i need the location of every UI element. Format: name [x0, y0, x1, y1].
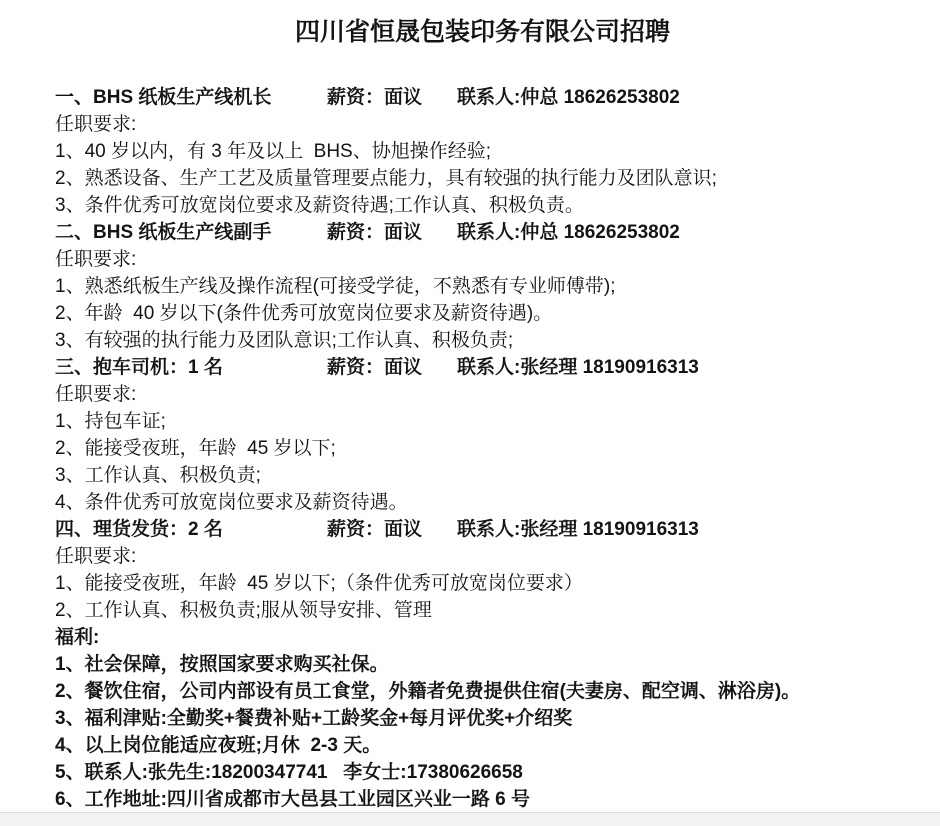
job-contact: 联系人:仲总 18626253802	[457, 222, 680, 243]
requirement-line: 2、熟悉设备、生产工艺及质量管理要点能力，具有较强的执行能力及团队意识;	[55, 168, 717, 189]
job-heading	[55, 219, 910, 246]
requirement-line: 1、40 岁以内，有 3 年及以上 BHS、协旭操作经验;	[55, 141, 492, 162]
job-salary: 薪资：面议	[327, 87, 423, 108]
requirement-line: 2、年龄 40 岁以下(条件优秀可放宽岗位要求及薪资待遇)。	[55, 303, 553, 324]
requirement-line: 3、有较强的执行能力及团队意识;工作认真、积极负责;	[55, 330, 514, 351]
job-section-1	[55, 84, 910, 219]
benefits-label: 福利:	[55, 627, 100, 648]
benefit-line: 3、福利津贴:全勤奖+餐费补贴+工龄奖金+每月评优奖+介绍奖	[55, 708, 573, 729]
document-title: 四川省恒晟包装印务有限公司招聘	[294, 18, 670, 46]
job-title: 四、理货发货：2 名	[55, 519, 223, 540]
job-contact: 联系人:张经理 18190916313	[457, 357, 699, 378]
benefit-line: 4、以上岗位能适应夜班;月休 2-3 天。	[55, 735, 382, 756]
requirement-line: 1、持包车证;	[55, 411, 166, 432]
job-contact: 联系人:仲总 18626253802	[457, 87, 680, 108]
horizontal-scrollbar-track[interactable]	[0, 812, 940, 826]
job-heading	[55, 516, 910, 543]
requirements-label: 任职要求:	[55, 546, 137, 567]
requirements-label: 任职要求:	[55, 384, 137, 405]
requirement-line: 3、工作认真、积极负责;	[55, 465, 261, 486]
job-contact: 联系人:张经理 18190916313	[457, 519, 699, 540]
job-section-4	[55, 516, 910, 624]
job-title: 一、BHS 纸板生产线机长	[55, 87, 272, 108]
job-heading	[55, 354, 910, 381]
benefit-line: 2、餐饮住宿，公司内部设有员工食堂，外籍者免费提供住宿(夫妻房、配空调、淋浴房)。	[55, 681, 801, 702]
benefit-line: 5、联系人:张先生:18200347741 李女士:17380626658	[55, 762, 523, 783]
job-section-3	[55, 354, 910, 516]
job-title: 二、BHS 纸板生产线副手	[55, 222, 272, 243]
job-salary: 薪资：面议	[327, 357, 423, 378]
benefits-section	[55, 624, 910, 813]
requirement-line: 1、熟悉纸板生产线及操作流程(可接受学徒，不熟悉有专业师傅带);	[55, 276, 616, 297]
job-title: 三、抱车司机：1 名	[55, 357, 223, 378]
job-heading	[55, 84, 910, 111]
job-salary: 薪资：面议	[327, 222, 423, 243]
benefit-line: 6、工作地址:四川省成都市大邑县工业园区兴业一路 6 号	[55, 789, 531, 810]
job-salary: 薪资：面议	[327, 519, 423, 540]
requirement-line: 1、能接受夜班，年龄 45 岁以下;（条件优秀可放宽岗位要求）	[55, 573, 583, 594]
requirements-label: 任职要求:	[55, 249, 137, 270]
job-section-2	[55, 219, 910, 354]
requirements-label: 任职要求:	[55, 114, 137, 135]
requirement-line: 4、条件优秀可放宽岗位要求及薪资待遇。	[55, 492, 408, 513]
requirement-line: 2、工作认真、积极负责;服从领导安排、管理	[55, 600, 432, 621]
requirement-line: 3、条件优秀可放宽岗位要求及薪资待遇;工作认真、积极负责。	[55, 195, 584, 216]
requirement-line: 2、能接受夜班，年龄 45 岁以下;	[55, 438, 336, 459]
benefit-line: 1、社会保障，按照国家要求购买社保。	[55, 654, 389, 675]
